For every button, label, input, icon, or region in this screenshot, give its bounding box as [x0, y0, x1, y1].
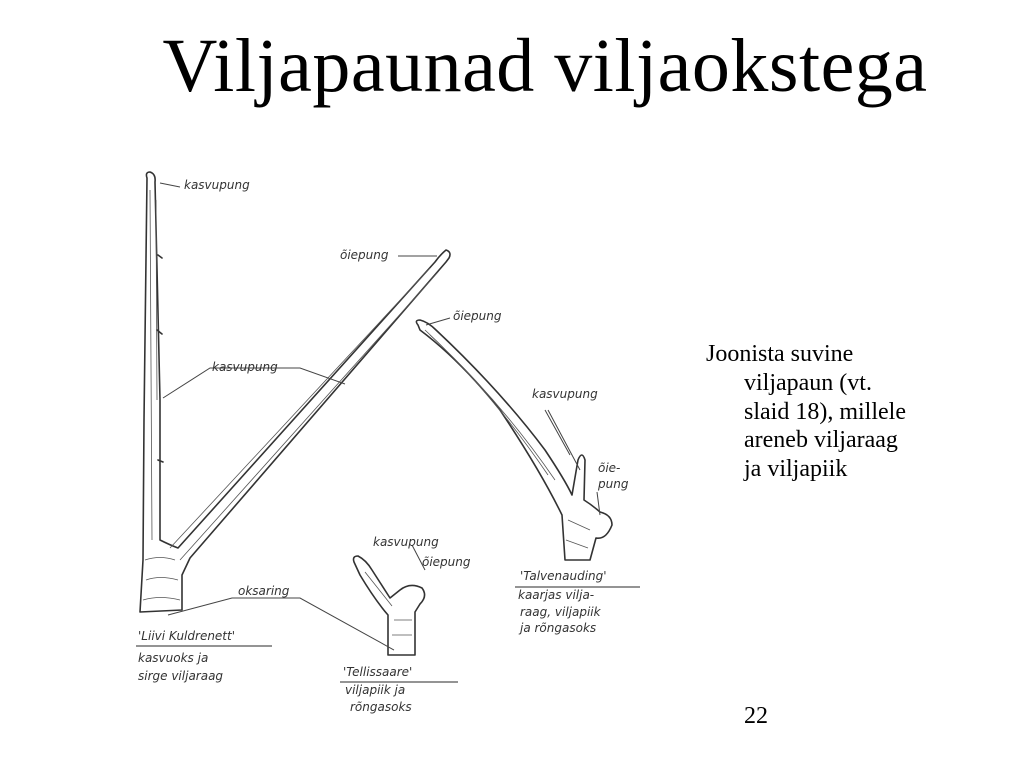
slide-caption	[706, 340, 996, 484]
label-kasvupung-right: kasvupung	[532, 387, 598, 401]
caption-middle-title: 'Tellissaare'	[343, 665, 413, 679]
caption-right-line4: ja rõngasoks	[520, 621, 597, 635]
caption-left-line3: sirge viljaraag	[138, 669, 224, 683]
caption-left-line2: kasvuoks ja	[138, 651, 209, 665]
slide-number: 22	[744, 703, 768, 729]
right-branch-drawing	[416, 320, 612, 560]
fruit-branch-illustration	[0, 150, 700, 730]
caption-left-title: 'Liivi Kuldrenett'	[138, 629, 236, 643]
caption-middle-line2: viljapiik ja	[345, 683, 406, 697]
label-kasvupung-bottom: kasvupung	[373, 535, 439, 549]
slide-title: Viljapaunad viljaokstega	[162, 24, 928, 108]
label-oiepung-bottom: õiepung	[422, 555, 471, 569]
caption-middle-line3: rõngasoks	[350, 700, 412, 714]
caption-line-5: ja viljapiik	[744, 456, 848, 483]
caption-line-4: areneb viljaraag	[744, 427, 898, 454]
label-kasvupung-top: kasvupung	[184, 178, 250, 192]
caption-line-2: viljapaun (vt.	[744, 369, 872, 396]
caption-right-line2: kaarjas vilja-	[518, 588, 595, 602]
label-pung: pung	[598, 477, 629, 491]
label-kasvupung-mid: kasvupung	[212, 360, 278, 374]
middle-branch-drawing	[354, 556, 425, 655]
label-oie: õie-	[598, 461, 621, 475]
caption-right-title: 'Talvenauding'	[520, 569, 607, 583]
caption-line-3: slaid 18), millele	[744, 398, 906, 425]
label-oksaring: oksaring	[238, 584, 290, 598]
label-oiepung-left: õiepung	[340, 248, 389, 262]
caption-right-line3: raag, viljapiik	[520, 605, 601, 619]
label-oiepung-right: õiepung	[453, 309, 502, 323]
caption-line-1: Joonista suvine	[706, 341, 854, 367]
